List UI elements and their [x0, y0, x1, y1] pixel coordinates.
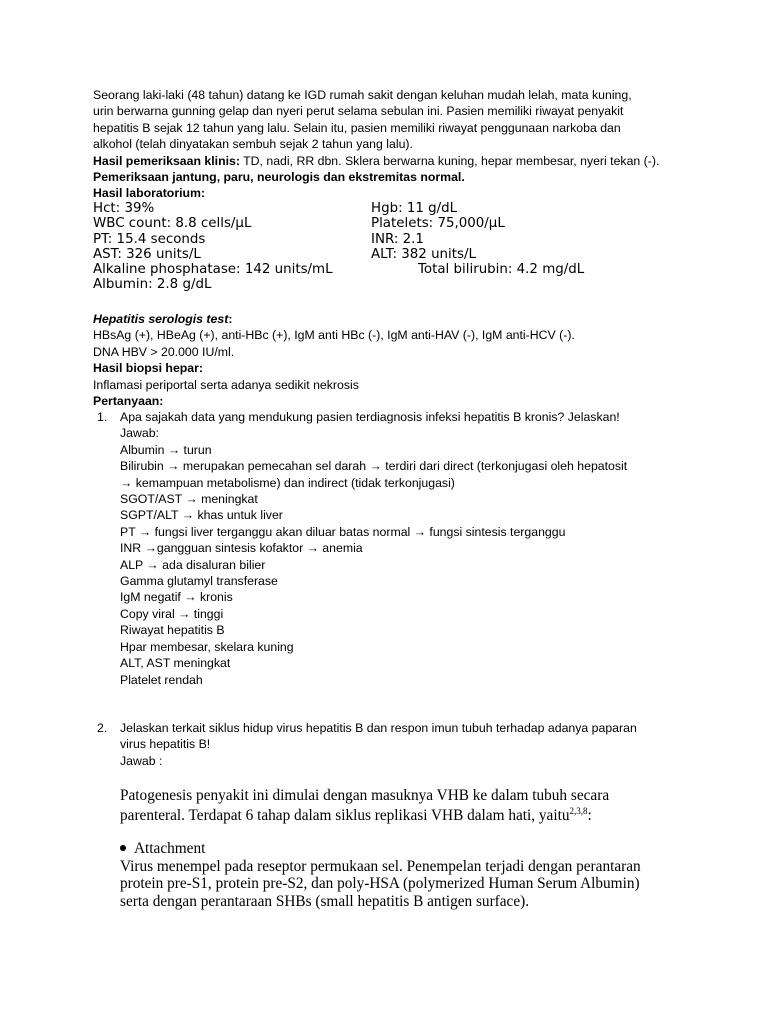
lab-row [93, 216, 693, 231]
clinical-exam-text: TD, nadi, RR dbn. Sklera berwarna kuning, hepar membesar, nyeri tekan (-). [239, 153, 660, 168]
answer-label: Jawab : [120, 753, 163, 768]
lab-row [93, 262, 693, 277]
lab-value: Hgb: 11 g/dL [371, 201, 458, 216]
serology-heading-text: Hepatitis serologis test [93, 312, 229, 326]
lab-results [93, 201, 693, 293]
lab-value: Total bilirubin: 4.2 mg/dL [418, 262, 585, 278]
serology-heading [93, 311, 693, 327]
lab-value: ALT: 382 units/L [371, 246, 476, 262]
answer-line: SGPT/ALT → khas untuk liver [120, 508, 283, 523]
answer-line: Hpar membesar, skelara kuning [120, 639, 294, 654]
serology-line: HBsAg (+), HBeAg (+), anti-HBc (+), IgM anti HBc (-), IgM anti-HAV (-), IgM anti-HCV (-). [93, 328, 575, 343]
paragraph-line [120, 806, 700, 826]
question-1 [93, 409, 693, 688]
lab-value: Albumin: 2.8 g/dL [93, 277, 212, 293]
answer-line: → kemampuan metabolisme) dan indirect (tidak terkonjugasi) [120, 475, 455, 490]
case-line: Seorang laki-laki (48 tahun) datang ke IGD rumah sakit dengan keluhan mudah lelah, mata kuning, [93, 88, 632, 102]
lab-value: Hct: 39% [93, 201, 155, 216]
lab-row [93, 247, 693, 262]
answer-line: Gamma glutamyl transferase [120, 574, 278, 589]
bullet-item [120, 840, 700, 858]
citation-superscript: 2,3,8 [569, 805, 588, 816]
lab-value: INR: 2.1 [371, 231, 424, 247]
lab-value: AST: 326 units/L [93, 246, 201, 262]
case-line: alkohol (telah dinyatakan sembuh sejak 2 tahun yang lalu). [93, 137, 413, 152]
clinical-exam-label: Hasil pemeriksaan klinis: [93, 153, 240, 168]
case-line: urin berwarna gunning gelap dan nyeri perut selama sebulan ini. Pasien memiliki riwayat penyakit [93, 104, 624, 119]
exam-normal-line: Pemeriksaan jantung, paru, neurologis dan ekstremitas normal. [93, 170, 465, 185]
answer-line: Platelet rendah [120, 672, 203, 687]
question-text: Jelaskan terkait siklus hidup virus hepatitis B dan respon imun tubuh terhadap adanya paparan [120, 721, 637, 735]
clinical-exam-line [93, 153, 693, 169]
answer-line: SGOT/AST → meningkat [120, 492, 258, 507]
question-number: 2. [97, 721, 108, 735]
answer-line: Albumin → turun [120, 442, 212, 457]
answer-line: Bilirubin → merupakan pemecahan sel darah → terdiri dari direct (terkonjugasi oleh hepatosit [120, 459, 628, 474]
paragraph-colon: : [587, 807, 592, 824]
case-line: hepatitis B sejak 12 tahun yang lalu. Selain itu, pasien memiliki riwayat penggunaan narkoba dan [93, 120, 621, 135]
answer-line: INR →gangguan sintesis kofaktor → anemia [120, 541, 363, 556]
paragraph-line: Patogenesis penyakit ini dimulai dengan masuknya VHB ke dalam tubuh secara [120, 787, 610, 804]
lab-value: PT: 15.4 seconds [93, 231, 206, 247]
pathogenesis-paragraph [120, 786, 700, 826]
question-2 [93, 720, 693, 769]
attachment-line: protein pre-S1, protein pre-S2, dan poly-HSA (polymerized Human Serum Albumin) [120, 875, 640, 892]
answer-line: Riwayat hepatitis B [120, 623, 225, 638]
serology-line: DNA HBV > 20.000 IU/ml. [93, 344, 235, 359]
attachment-line: Virus menempel pada reseptor permukaan sel. Penempelan terjadi dengan perantaran [120, 857, 641, 875]
lab-row [93, 201, 693, 216]
questions-heading: Pertanyaan: [93, 394, 164, 409]
case-description [93, 87, 693, 202]
question-text: virus hepatitis B! [120, 737, 211, 752]
question-number: 1. [97, 410, 108, 424]
bullet-title: Attachment [134, 840, 206, 857]
answer-line: PT → fungsi liver terganggu akan diluar batas normal → fungsi sintesis terganggu [120, 524, 566, 539]
lab-heading: Hasil laboratorium: [93, 186, 206, 201]
bullet-icon [120, 845, 126, 851]
attachment-section [120, 840, 700, 910]
question-text: Apa sajakah data yang mendukung pasien terdiagnosis infeksi hepatitis B kronis? Jelaskan! [120, 410, 620, 424]
paragraph-text: parenteral. Terdapat 6 tahap dalam siklus replikasi VHB dalam hati, yaitu [120, 807, 570, 824]
biopsy-heading: Hasil biopsi hepar: [93, 361, 204, 376]
serology-heading-colon: : [228, 312, 233, 326]
answer-label: Jawab: [120, 426, 159, 441]
answer-line: ALT, AST meningkat [120, 656, 231, 671]
lab-value: Platelets: 75,000/μL [371, 216, 505, 232]
lab-value: WBC count: 8.8 cells/μL [93, 216, 252, 232]
lab-row [93, 277, 693, 292]
serology-section [93, 311, 693, 409]
biopsy-text: Inflamasi periportal serta adanya sedikit nekrosis [93, 377, 359, 392]
attachment-line: serta dengan perantaraan SHBs (small hepatitis B antigen surface). [120, 892, 530, 910]
lab-row [93, 232, 693, 247]
lab-value: Alkaline phosphatase: 142 units/mL [93, 262, 333, 278]
answer-line: ALP → ada disaluran bilier [120, 557, 266, 572]
answer-line: Copy viral → tinggi [120, 606, 224, 621]
answer-line: IgM negatif → kronis [120, 590, 233, 605]
